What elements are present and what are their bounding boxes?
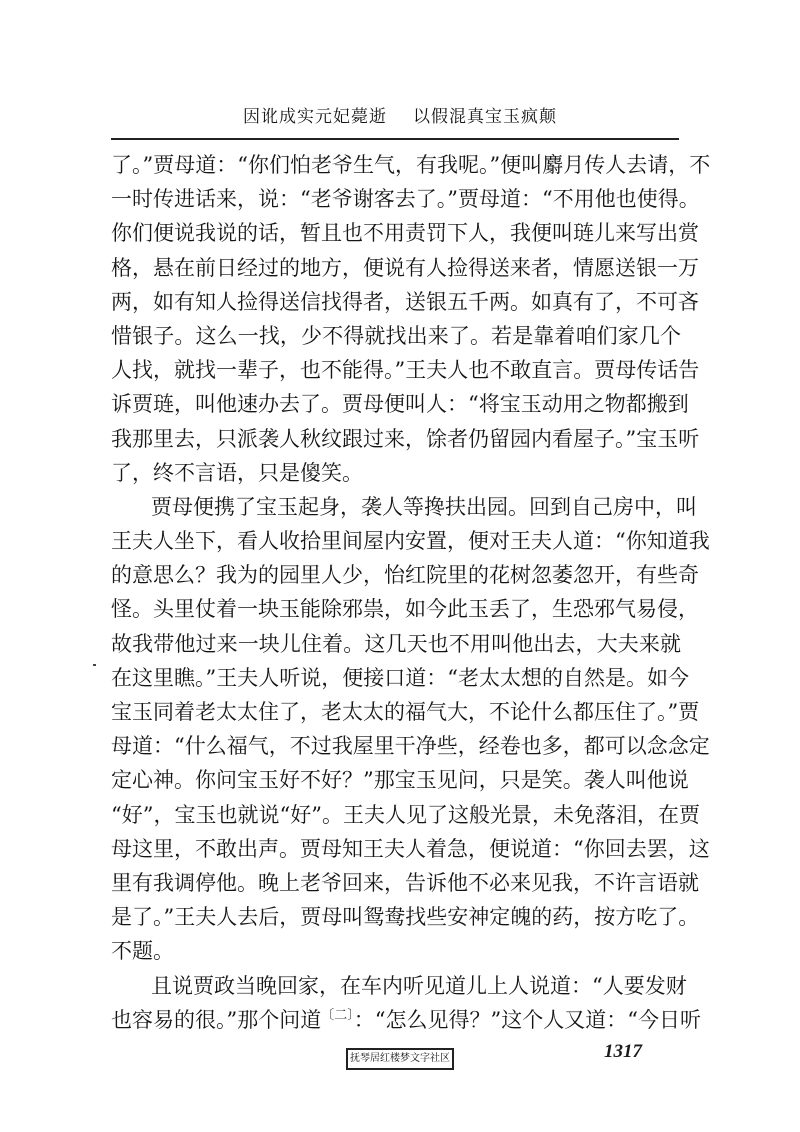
text-line: 惜银子。这么一找，少不得就找出来了。若是靠着咱们家几个 (111, 323, 681, 348)
text-line: “好”，宝玉也就说“好”。王夫人见了这般光景，未免落泪，在贾 (111, 802, 700, 827)
text-line: 格，悬在前日经过的地方，便说有人捡得送来者，情愿送银一万 (111, 255, 699, 280)
text-line: 怪。头里仗着一块玉能除邪祟，如今此玉丢了，生恐邪气易侵， (111, 597, 699, 622)
text-before-note: 也容易的很。”那个问道 (111, 1007, 322, 1032)
paragraph-start-line: 贾母便携了宝玉起身，袭人等搀扶出园。回到自己房中，叫 (151, 494, 697, 519)
text-line: 两，如有知人捡得送信找得者，送银五千两。如真有了，不可吝 (111, 289, 699, 314)
running-header (0, 106, 800, 128)
text-line: 王夫人坐下，看人收拾里间屋内安置，便对王夫人道：“你知道我 (111, 529, 710, 554)
text-after-note: ：“怎么见得？”这个人又道：“今日听 (353, 1007, 701, 1032)
text-line: 母道：“什么福气，不过我屋里干净些，经卷也多，都可以念念定 (111, 734, 710, 759)
text-line: 了。”贾母道：“你们怕老爷生气，有我呢。”便叫麝月传人去请，不 (111, 153, 711, 177)
text-line: 一时传进话来，说：“老爷谢客去了。”贾母道：“不用他也使得。 (111, 187, 700, 212)
footnote-reference[interactable]: 〔二〕 (321, 1007, 354, 1023)
paragraph-start-line: 且说贾政当晚回家，在车内听见道儿上人说道：“人要发财 (151, 973, 687, 998)
running-header-left: 因讹成实元妃薨逝 (243, 107, 387, 127)
text-line: 定心神。你问宝玉好不好？”那宝玉见问，只是笑。袭人叫他说 (111, 768, 689, 793)
text-line: 不题。 (111, 939, 174, 964)
text-line: 我那里去，只派袭人秋纹跟过来，馀者仍留园内看屋子。”宝玉听 (111, 426, 700, 451)
text-line: 母这里，不敢出声。贾母知王夫人着急，便说道：“你回去罢，这 (111, 836, 710, 861)
text-line: 的意思么？我为的园里人少，怡红院里的花树忽萎忽开，有些奇 (111, 563, 699, 588)
page-number: 1317 (604, 1041, 642, 1062)
text-line: 了，终不言语，只是傻笑。 (111, 460, 363, 485)
text-line: 故我带他过来一块儿住着。这几天也不用叫他出去，大夫来就 (111, 631, 681, 656)
text-line: 诉贾琏，叫他速办去了。贾母便叫人：“将宝玉动用之物都搬到 (111, 392, 689, 417)
scan-speck (93, 664, 96, 666)
text-line: 在这里瞧。”王夫人听说，便接口道：“老太太想的自然是。如今 (111, 665, 689, 690)
text-line: 宝玉同着老太太住了，老太太的福气大，不论什么都压住了。”贾 (111, 700, 700, 724)
text-line-with-note (111, 1003, 701, 1037)
text-line: 人找，就找一辈子，也不能得。”王夫人也不敢直言。贾母传话告 (111, 358, 700, 383)
body-text (111, 148, 711, 1037)
watermark-stamp: 抚琴居红楼梦文字社区 (346, 1048, 454, 1070)
running-header-right: 以假混真宝玉疯颠 (413, 107, 557, 127)
text-line: 是了。”王夫人去后，贾母叫鸳鸯找些安神定魄的药，按方吃了。 (111, 905, 700, 930)
header-rule (111, 138, 679, 140)
text-line: 你们便说我说的话，暂且也不用责罚下人，我便叫琏儿来写出赏 (111, 221, 699, 246)
text-line: 里有我调停他。晚上老爷回来，告诉他不必来见我，不许言语就 (111, 870, 699, 895)
